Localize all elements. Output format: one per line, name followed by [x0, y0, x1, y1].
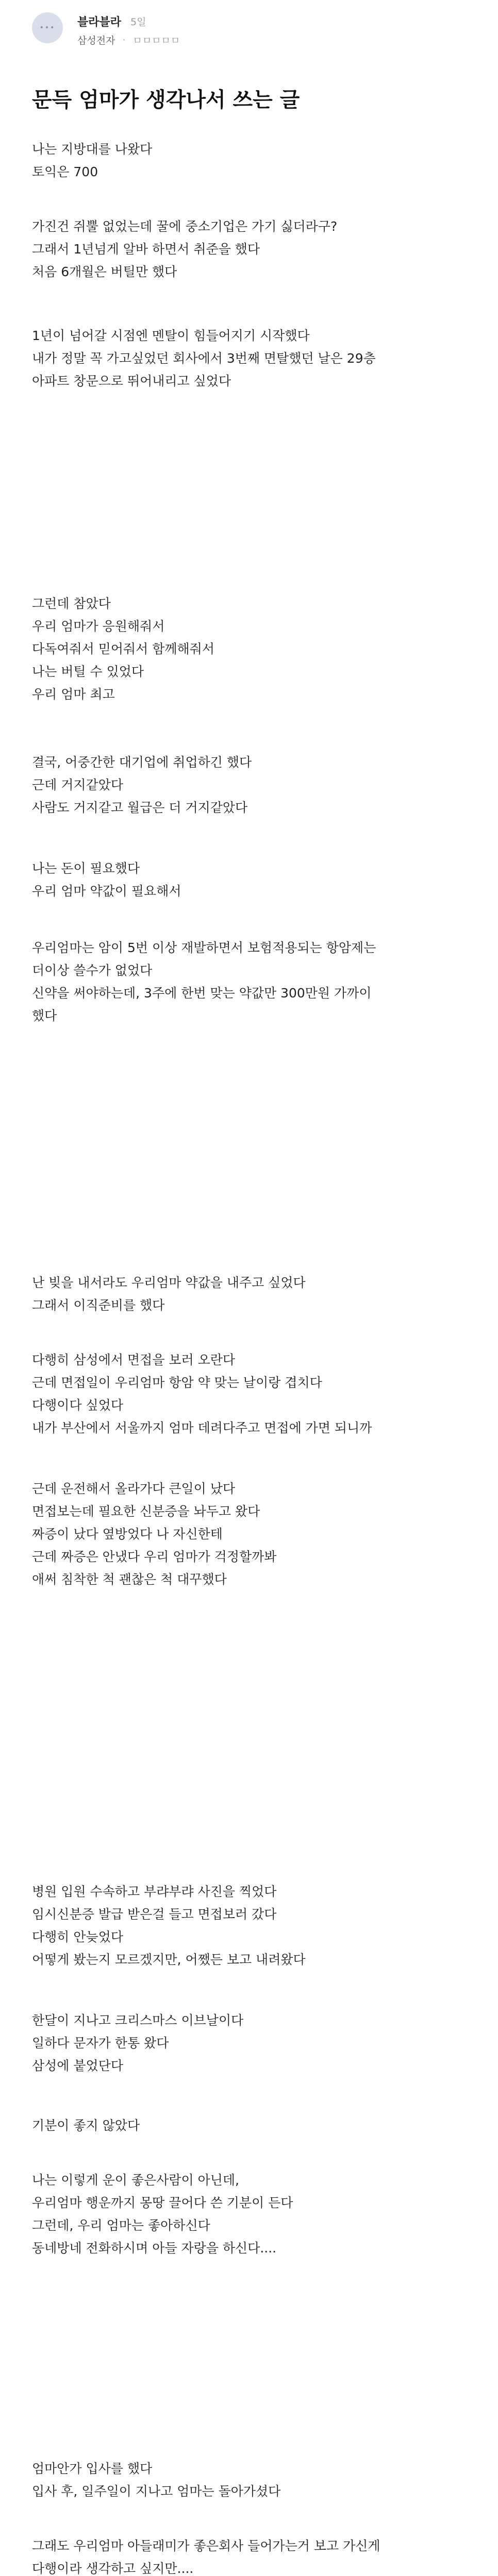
author-nickname: ㅁㅁㅁㅁㅁ	[132, 35, 180, 46]
company-name[interactable]: 삼성전자	[77, 35, 115, 46]
post-line: 우리 엄마 최고	[32, 687, 115, 702]
post-paragraph	[32, 325, 475, 393]
post-line: 내가 부산에서 서울까지 엄마 데려다주고 면접에 가면 되니까	[32, 1420, 372, 1435]
post-line: 임시신분증 발급 받은걸 들고 면접보러 갔다	[32, 1907, 277, 1922]
post-line: 삼성에 붙었단다	[32, 2058, 123, 2073]
post-header	[0, 0, 498, 57]
post-line: 기분이 좋지 않았다	[32, 2118, 140, 2133]
post-line: 1년이 넘어갈 시점엔 멘탈이 힘들어지기 시작했다	[32, 328, 310, 343]
post-line: 아파트 창문으로 뛰어내리고 싶었다	[32, 374, 231, 388]
post-paragraph	[32, 138, 475, 183]
post-line: 신약을 써야하는데, 3주에 한번 맞는 약값만 300만원 가까이	[32, 986, 372, 1001]
post-title: 문득 엄마가 생각나서 쓰는 글	[32, 88, 300, 112]
post-line: 내가 정말 꼭 가고싶었던 회사에서 3번째 면탈했던 날은 29층	[32, 351, 376, 366]
post-paragraph	[32, 592, 475, 706]
post-line: 사람도 거지같고 월급은 더 거지같았다	[32, 800, 248, 815]
avatar-placeholder-icon: •••	[39, 24, 56, 32]
post-line: 그래서 1년넘게 알바 하면서 취준을 했다	[32, 242, 260, 257]
post-paragraph	[32, 2535, 475, 2576]
post-paragraph	[32, 2009, 475, 2077]
post-line: 근데 면접일이 우리엄마 항암 약 맞는 날이랑 겹치다	[32, 1375, 322, 1390]
post-line: 나는 이렇게 운이 좋은사람이 아닌데,	[32, 2173, 239, 2188]
post-line: 애써 침착한 척 괜찮은 척 대꾸했다	[32, 1572, 227, 1587]
post-paragraph	[32, 1349, 475, 1439]
post-line: 한달이 지나고 크리스마스 이브날이다	[32, 2013, 244, 2028]
post-paragraph	[32, 857, 475, 903]
post-line: 근데 짜증은 안냈다 우리 엄마가 걱정할까봐	[32, 1549, 277, 1564]
post-line: 그래서 이직준비를 했다	[32, 1298, 165, 1313]
post-paragraph	[32, 751, 475, 819]
post-line: 어떻게 봤는지 모르겠지만, 어쨌든 보고 내려왔다	[32, 1952, 306, 1967]
post-line: 했다	[32, 1008, 57, 1023]
post-paragraph	[32, 215, 475, 283]
post-line: 더이상 쓸수가 없었다	[32, 963, 153, 978]
post-line: 결국, 어중간한 대기업에 취업하긴 했다	[32, 755, 252, 770]
post-line: 다행히 안늦었다	[32, 1929, 123, 1944]
post-paragraph	[32, 2169, 475, 2260]
author-row	[77, 13, 146, 29]
post-line: 엄마안가 입사를 했다	[32, 2461, 153, 2476]
post-line: 근데 거지같았다	[32, 777, 123, 792]
post-line: 그래도 우리엄마 아들래미가 좋은회사 들어가는거 보고 가신게	[32, 2538, 380, 2553]
post-paragraph	[32, 937, 475, 1027]
post-line: 다행이다 싶었다	[32, 1398, 123, 1413]
post-line: 면접보는데 필요한 신분증을 놔두고 왔다	[32, 1504, 260, 1519]
post-line: 다행이라 생각하고 싶지만....	[32, 2561, 194, 2576]
post-line: 토익은 700	[32, 164, 98, 179]
post-paragraph	[32, 1880, 475, 1971]
post-line: 근데 운전해서 올라가다 큰일이 났다	[32, 1481, 236, 1496]
post-line: 짜증이 났다 옆방었다 나 자신한테	[32, 1527, 223, 1541]
post-time: 5일	[130, 16, 146, 28]
post-line: 그런데 참았다	[32, 596, 111, 611]
post-line: 그런데, 우리 엄마는 좋아하신다	[32, 2218, 210, 2233]
post-line: 우리엄마는 암이 5번 이상 재발하면서 보험적용되는 항암제는	[32, 940, 376, 955]
post-line: 나는 버틸 수 있었다	[32, 664, 144, 679]
post-line: 일하다 문자가 한통 왔다	[32, 2036, 169, 2050]
post-line: 입사 후, 일주일이 지나고 엄마는 돌아가셨다	[32, 2484, 281, 2499]
post-line: 우리 엄마가 응원해줘서	[32, 619, 165, 634]
post-line: 우리 엄마 약값이 필요해서	[32, 884, 181, 899]
post-line: 병원 입원 수속하고 부랴부랴 사진을 찍었다	[32, 1884, 277, 1899]
company-row	[77, 33, 180, 47]
post-line: 처음 6개월은 버틸만 했다	[32, 264, 177, 279]
post-line: 나는 지방대를 나왔다	[32, 142, 153, 157]
post-line: 우리엄마 행운까지 몽땅 끌어다 쓴 기분이 든다	[32, 2195, 293, 2210]
post-paragraph	[32, 2114, 475, 2137]
post-line: 동네방네 전화하시며 아들 자랑을 하신다....	[32, 2241, 277, 2256]
post-line: 가진건 쥐뿔 없었는데 꿀에 중소기업은 가기 싫더라구?	[32, 219, 338, 234]
separator: ·	[122, 34, 126, 46]
post-paragraph	[32, 1272, 475, 1317]
avatar[interactable]	[32, 12, 63, 43]
post-line: 다독여줘서 믿어줘서 함께해줘서	[32, 641, 214, 656]
post-line: 다행히 삼성에서 면접을 보러 오란다	[32, 1352, 236, 1367]
post-line: 난 빚을 내서라도 우리엄마 약값을 내주고 싶었다	[32, 1275, 306, 1290]
post-paragraph	[32, 1478, 475, 1591]
post-paragraph	[32, 2458, 475, 2503]
author-name[interactable]: 블라블라	[77, 16, 122, 29]
post-line: 나는 돈이 필요했다	[32, 861, 140, 876]
